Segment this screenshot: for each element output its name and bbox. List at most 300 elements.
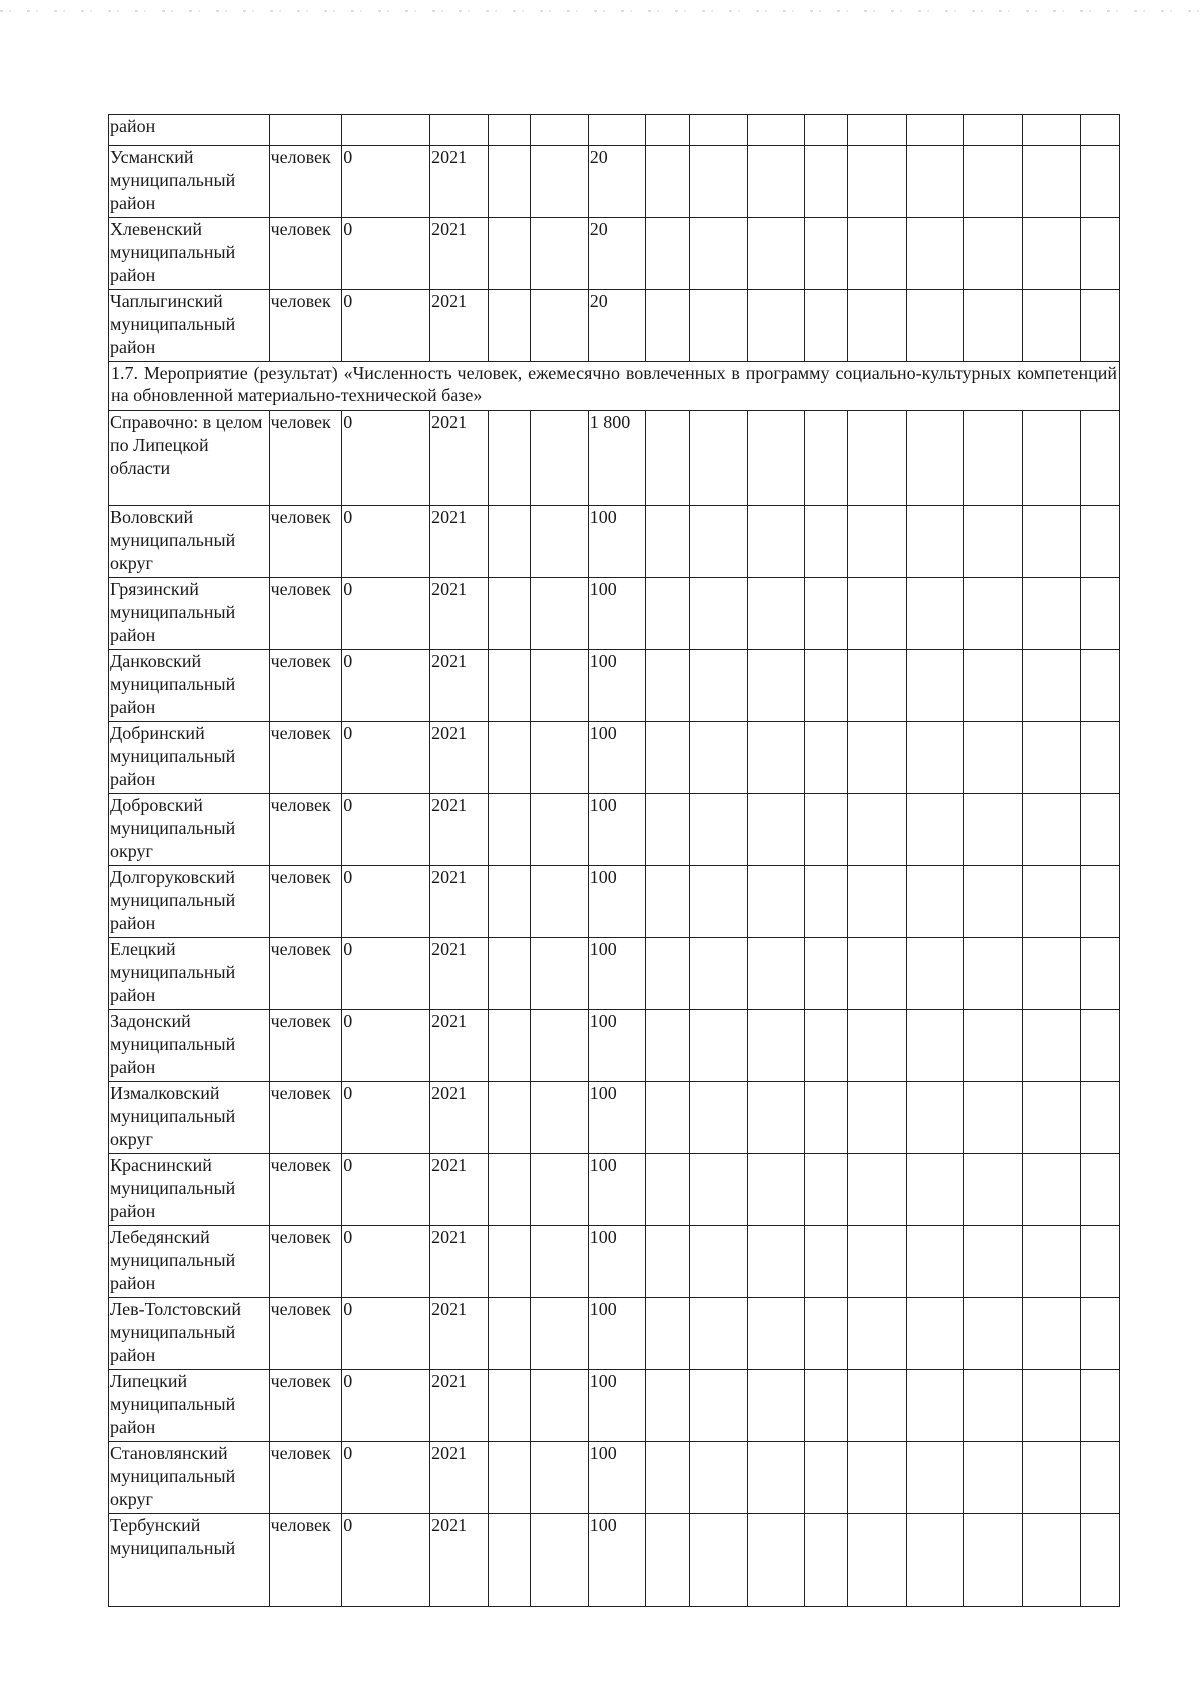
empty-cell [964, 578, 1023, 650]
target-value-cell: 100 [588, 1514, 646, 1607]
empty-cell [748, 146, 805, 218]
empty-cell [748, 218, 805, 290]
base-value-cell: 0 [342, 938, 430, 1010]
empty-cell [906, 411, 964, 506]
empty-cell [848, 146, 907, 218]
empty-cell [488, 290, 530, 362]
empty-cell [848, 506, 907, 578]
empty-cell [906, 1010, 964, 1082]
empty-cell [488, 1154, 530, 1226]
empty-cell [1080, 578, 1119, 650]
base-value-cell: 0 [342, 146, 430, 218]
empty-cell [848, 290, 907, 362]
empty-cell [848, 115, 907, 146]
base-year-cell: 2021 [430, 1154, 489, 1226]
empty-cell [804, 1226, 847, 1298]
empty-cell [748, 411, 805, 506]
empty-cell [488, 1226, 530, 1298]
empty-cell [848, 411, 907, 506]
empty-cell [531, 1370, 589, 1442]
empty-cell [848, 1370, 907, 1442]
empty-cell [488, 650, 530, 722]
empty-cell [964, 115, 1023, 146]
target-value-cell: 100 [588, 1298, 646, 1370]
empty-cell [906, 938, 964, 1010]
empty-cell [646, 650, 689, 722]
empty-cell [531, 1514, 589, 1607]
empty-cell [646, 1370, 689, 1442]
table-row [109, 506, 1120, 578]
base-value-cell: 0 [342, 1298, 430, 1370]
empty-cell [646, 1442, 689, 1514]
empty-cell [1080, 650, 1119, 722]
empty-cell [848, 218, 907, 290]
empty-cell [804, 578, 847, 650]
empty-cell [1080, 506, 1119, 578]
table-row [109, 578, 1120, 650]
target-value-cell: 100 [588, 506, 646, 578]
empty-cell [646, 1154, 689, 1226]
empty-cell [804, 1154, 847, 1226]
empty-cell [906, 115, 964, 146]
table-row [109, 1010, 1120, 1082]
base-year-cell: 2021 [430, 1226, 489, 1298]
empty-cell [646, 1010, 689, 1082]
empty-cell [1022, 506, 1080, 578]
territory-name: Долгоруковский муниципальный район [109, 866, 270, 938]
empty-cell [531, 1082, 589, 1154]
table-row [109, 722, 1120, 794]
empty-cell [848, 722, 907, 794]
empty-cell [1022, 794, 1080, 866]
empty-cell [848, 1082, 907, 1154]
empty-cell [804, 1442, 847, 1514]
empty-cell [1080, 722, 1119, 794]
empty-cell [689, 218, 748, 290]
table-row [109, 1442, 1120, 1514]
base-value-cell: 0 [342, 506, 430, 578]
territory-name: Воловский муниципальный округ [109, 506, 270, 578]
table-row [109, 218, 1120, 290]
empty-cell [964, 938, 1023, 1010]
empty-cell [748, 1010, 805, 1082]
base-year-cell: 2021 [430, 506, 489, 578]
table-row [109, 1514, 1120, 1607]
empty-cell [964, 1442, 1023, 1514]
empty-cell [488, 1370, 530, 1442]
empty-cell [646, 938, 689, 1010]
territory-name: Данковский муниципальный район [109, 650, 270, 722]
base-year-cell: 2021 [430, 1514, 489, 1607]
unit-cell: человек [269, 650, 342, 722]
empty-cell [1080, 1082, 1119, 1154]
empty-cell [804, 794, 847, 866]
territory-name: Лебедянский муниципальный район [109, 1226, 270, 1298]
target-value-cell: 100 [588, 938, 646, 1010]
table-row [109, 1226, 1120, 1298]
empty-cell [531, 722, 589, 794]
table-row [109, 794, 1120, 866]
empty-cell [848, 650, 907, 722]
empty-cell [964, 290, 1023, 362]
empty-cell [906, 1154, 964, 1226]
empty-cell [689, 1010, 748, 1082]
empty-cell [964, 506, 1023, 578]
empty-cell [531, 578, 589, 650]
empty-cell [531, 866, 589, 938]
territory-name: Становлянский муниципальный округ [109, 1442, 270, 1514]
empty-cell [1080, 1514, 1119, 1607]
territory-name: Чаплыгинский муниципальный район [109, 290, 270, 362]
empty-cell [1022, 115, 1080, 146]
empty-cell [1080, 1226, 1119, 1298]
empty-cell [964, 146, 1023, 218]
empty-cell [748, 1154, 805, 1226]
base-year-cell: 2021 [430, 722, 489, 794]
empty-cell [689, 1082, 748, 1154]
empty-cell [1080, 938, 1119, 1010]
empty-cell [804, 1082, 847, 1154]
empty-cell [1080, 411, 1119, 506]
empty-cell [964, 411, 1023, 506]
empty-cell [964, 866, 1023, 938]
table-row [109, 650, 1120, 722]
territory-name: Краснинский муниципальный район [109, 1154, 270, 1226]
target-value-cell: 100 [588, 1370, 646, 1442]
empty-cell [646, 578, 689, 650]
empty-cell [748, 1226, 805, 1298]
scan-edge-artifact [0, 10, 1200, 12]
empty-cell [531, 146, 589, 218]
empty-cell [848, 578, 907, 650]
target-value-cell: 100 [588, 1010, 646, 1082]
empty-cell [1022, 290, 1080, 362]
empty-cell [748, 1442, 805, 1514]
empty-cell [488, 218, 530, 290]
unit-cell [269, 115, 342, 146]
empty-cell [646, 506, 689, 578]
base-value-cell: 0 [342, 1370, 430, 1442]
empty-cell [488, 411, 530, 506]
unit-cell: человек [269, 1226, 342, 1298]
target-value-cell: 20 [588, 290, 646, 362]
table-row [109, 146, 1120, 218]
empty-cell [689, 1370, 748, 1442]
empty-cell [748, 290, 805, 362]
empty-cell [964, 722, 1023, 794]
empty-cell [906, 290, 964, 362]
empty-cell [848, 1298, 907, 1370]
empty-cell [748, 938, 805, 1010]
empty-cell [848, 1226, 907, 1298]
empty-cell [646, 146, 689, 218]
empty-cell [1022, 650, 1080, 722]
empty-cell [1022, 218, 1080, 290]
unit-cell: человек [269, 1298, 342, 1370]
empty-cell [804, 1298, 847, 1370]
target-value-cell: 100 [588, 1154, 646, 1226]
empty-cell [906, 650, 964, 722]
empty-cell [531, 650, 589, 722]
empty-cell [488, 866, 530, 938]
empty-cell [488, 578, 530, 650]
empty-cell [646, 411, 689, 506]
empty-cell [804, 146, 847, 218]
empty-cell [848, 794, 907, 866]
empty-cell [531, 1226, 589, 1298]
base-value-cell: 0 [342, 866, 430, 938]
empty-cell [646, 722, 689, 794]
empty-cell [1022, 1154, 1080, 1226]
empty-cell [1022, 866, 1080, 938]
empty-cell [906, 1082, 964, 1154]
empty-cell [848, 866, 907, 938]
table-row [109, 411, 1120, 506]
empty-cell [689, 146, 748, 218]
territory-name: Добровский муниципальный округ [109, 794, 270, 866]
base-value-cell: 0 [342, 1154, 430, 1226]
empty-cell [689, 1298, 748, 1370]
empty-cell [689, 1442, 748, 1514]
empty-cell [964, 1082, 1023, 1154]
empty-cell [531, 218, 589, 290]
unit-cell: человек [269, 866, 342, 938]
empty-cell [848, 1442, 907, 1514]
empty-cell [964, 1370, 1023, 1442]
empty-cell [906, 506, 964, 578]
empty-cell [964, 1514, 1023, 1607]
table-row [109, 1370, 1120, 1442]
empty-cell [906, 578, 964, 650]
empty-cell [1080, 1370, 1119, 1442]
empty-cell [1022, 411, 1080, 506]
empty-cell [646, 866, 689, 938]
target-value-cell: 100 [588, 578, 646, 650]
empty-cell [488, 1442, 530, 1514]
target-value-cell: 20 [588, 218, 646, 290]
empty-cell [1080, 115, 1119, 146]
empty-cell [689, 506, 748, 578]
empty-cell [531, 290, 589, 362]
empty-cell [1022, 1010, 1080, 1082]
base-year-cell: 2021 [430, 578, 489, 650]
empty-cell [748, 722, 805, 794]
empty-cell [488, 146, 530, 218]
territory-name: Тербунский муниципальный [109, 1514, 270, 1607]
empty-cell [646, 1226, 689, 1298]
target-value-cell: 20 [588, 146, 646, 218]
target-value-cell: 100 [588, 866, 646, 938]
unit-cell: человек [269, 1442, 342, 1514]
empty-cell [804, 1370, 847, 1442]
empty-cell [748, 1082, 805, 1154]
unit-cell: человек [269, 218, 342, 290]
empty-cell [1080, 290, 1119, 362]
empty-cell [646, 290, 689, 362]
unit-cell: человек [269, 578, 342, 650]
empty-cell [531, 1010, 589, 1082]
empty-cell [531, 794, 589, 866]
empty-cell [488, 1298, 530, 1370]
empty-cell [964, 1154, 1023, 1226]
empty-cell [1080, 1010, 1119, 1082]
empty-cell [906, 794, 964, 866]
base-value-cell: 0 [342, 722, 430, 794]
empty-cell [748, 650, 805, 722]
target-value-cell [588, 115, 646, 146]
territory-name: Задонский муниципальный район [109, 1010, 270, 1082]
empty-cell [488, 1082, 530, 1154]
empty-cell [1022, 1226, 1080, 1298]
empty-cell [1080, 794, 1119, 866]
empty-cell [646, 1514, 689, 1607]
empty-cell [748, 1514, 805, 1607]
empty-cell [1022, 1370, 1080, 1442]
unit-cell: человек [269, 1154, 342, 1226]
table-row [109, 1082, 1120, 1154]
territory-name: Грязинский муниципальный район [109, 578, 270, 650]
empty-cell [804, 218, 847, 290]
table-row [109, 938, 1120, 1010]
table-row [109, 1154, 1120, 1226]
empty-cell [1080, 146, 1119, 218]
empty-cell [848, 1010, 907, 1082]
empty-cell [689, 650, 748, 722]
base-year-cell: 2021 [430, 938, 489, 1010]
base-value-cell: 0 [342, 578, 430, 650]
base-year-cell: 2021 [430, 650, 489, 722]
base-value-cell: 0 [342, 1010, 430, 1082]
table-row [109, 866, 1120, 938]
empty-cell [964, 1010, 1023, 1082]
base-value-cell: 0 [342, 1442, 430, 1514]
empty-cell [1022, 1514, 1080, 1607]
empty-cell [1080, 866, 1119, 938]
empty-cell [531, 1442, 589, 1514]
empty-cell [804, 866, 847, 938]
territory-name: Хлевенский муниципальный район [109, 218, 270, 290]
empty-cell [748, 866, 805, 938]
unit-cell: человек [269, 794, 342, 866]
unit-cell: человек [269, 290, 342, 362]
territory-name: Лев-Толстовский муниципальный район [109, 1298, 270, 1370]
base-year-cell: 2021 [430, 866, 489, 938]
territory-name: Измалковский муниципальный округ [109, 1082, 270, 1154]
target-value-cell: 100 [588, 1442, 646, 1514]
empty-cell [531, 411, 589, 506]
base-value-cell: 0 [342, 650, 430, 722]
territory-name: район [109, 115, 270, 146]
empty-cell [748, 115, 805, 146]
territory-name: Липецкий муниципальный район [109, 1370, 270, 1442]
empty-cell [964, 650, 1023, 722]
empty-cell [804, 506, 847, 578]
empty-cell [804, 1010, 847, 1082]
base-value-cell: 0 [342, 794, 430, 866]
empty-cell [804, 722, 847, 794]
empty-cell [646, 1298, 689, 1370]
target-value-cell: 100 [588, 722, 646, 794]
empty-cell [689, 866, 748, 938]
empty-cell [906, 1442, 964, 1514]
empty-cell [1080, 1442, 1119, 1514]
unit-cell: человек [269, 1010, 342, 1082]
empty-cell [804, 650, 847, 722]
unit-cell: человек [269, 506, 342, 578]
empty-cell [804, 411, 847, 506]
table-row [109, 115, 1120, 146]
unit-cell: человек [269, 411, 342, 506]
empty-cell [1022, 1082, 1080, 1154]
empty-cell [804, 290, 847, 362]
empty-cell [906, 1226, 964, 1298]
section-header-row [109, 362, 1120, 411]
base-value-cell: 0 [342, 290, 430, 362]
empty-cell [689, 938, 748, 1010]
base-value-cell: 0 [342, 1226, 430, 1298]
empty-cell [646, 218, 689, 290]
empty-cell [1022, 1442, 1080, 1514]
base-year-cell: 2021 [430, 218, 489, 290]
empty-cell [804, 115, 847, 146]
empty-cell [906, 722, 964, 794]
base-year-cell: 2021 [430, 1010, 489, 1082]
territory-name: Усманский муниципальный район [109, 146, 270, 218]
base-year-cell: 2021 [430, 1298, 489, 1370]
empty-cell [748, 506, 805, 578]
empty-cell [906, 1514, 964, 1607]
empty-cell [689, 722, 748, 794]
target-value-cell: 100 [588, 794, 646, 866]
empty-cell [488, 938, 530, 1010]
indicator-table [108, 114, 1120, 1607]
empty-cell [531, 938, 589, 1010]
empty-cell [531, 1154, 589, 1226]
territory-name: Елецкий муниципальный район [109, 938, 270, 1010]
empty-cell [906, 1370, 964, 1442]
empty-cell [689, 290, 748, 362]
empty-cell [689, 1226, 748, 1298]
empty-cell [964, 1226, 1023, 1298]
empty-cell [1022, 146, 1080, 218]
empty-cell [646, 115, 689, 146]
unit-cell: человек [269, 722, 342, 794]
base-value-cell: 0 [342, 1082, 430, 1154]
base-value-cell: 0 [342, 218, 430, 290]
territory-name: Добринский муниципальный район [109, 722, 270, 794]
empty-cell [689, 411, 748, 506]
base-year-cell: 2021 [430, 1370, 489, 1442]
empty-cell [804, 1514, 847, 1607]
unit-cell: человек [269, 146, 342, 218]
empty-cell [906, 866, 964, 938]
empty-cell [488, 115, 530, 146]
empty-cell [1022, 1298, 1080, 1370]
base-value-cell [342, 115, 430, 146]
empty-cell [646, 794, 689, 866]
base-year-cell: 2021 [430, 146, 489, 218]
empty-cell [531, 115, 589, 146]
base-year-cell: 2021 [430, 411, 489, 506]
empty-cell [748, 1370, 805, 1442]
section-title: 1.7. Мероприятие (результат) «Численность человек, ежемесячно вовлеченных в программу социально-культурных компетенций на обновленной материально-технической базе» [109, 362, 1120, 411]
empty-cell [748, 1298, 805, 1370]
target-value-cell: 100 [588, 650, 646, 722]
empty-cell [689, 1154, 748, 1226]
empty-cell [848, 1154, 907, 1226]
empty-cell [488, 1010, 530, 1082]
table-row [109, 290, 1120, 362]
